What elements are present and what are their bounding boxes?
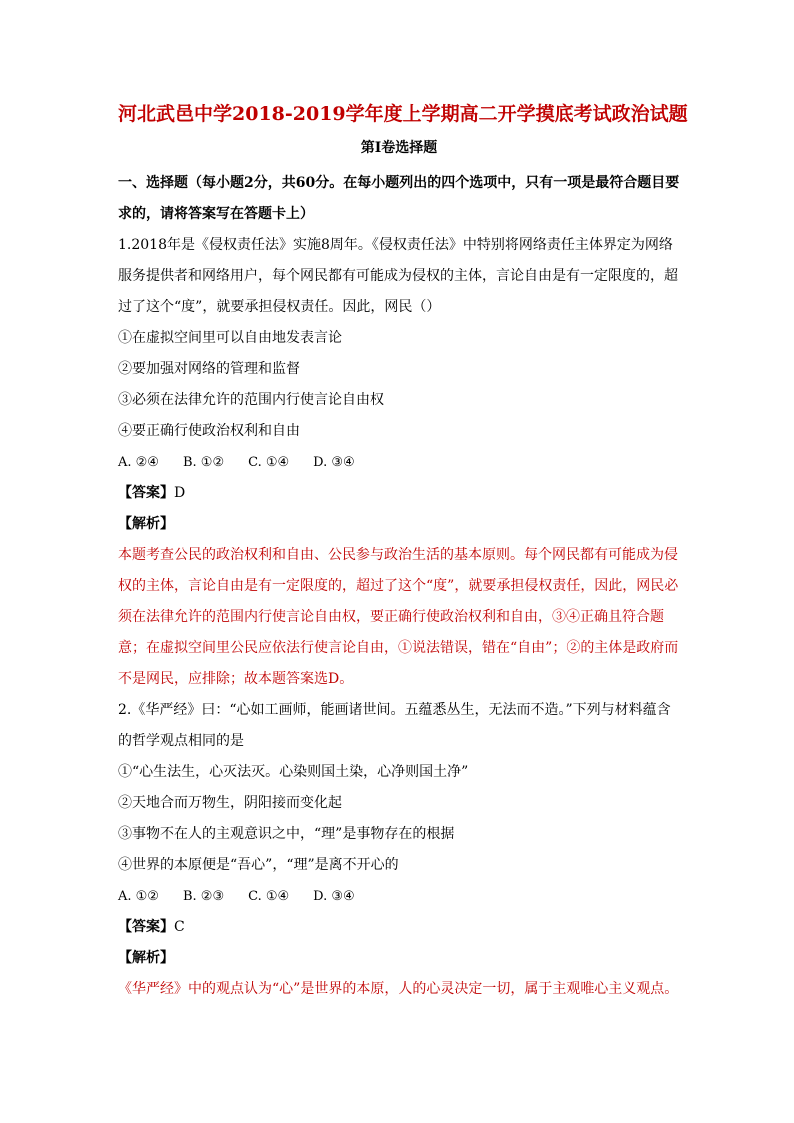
option-c: C. ①④	[248, 455, 290, 470]
option-d: D. ③④	[313, 455, 355, 470]
question-2-analysis-header	[118, 943, 680, 974]
question-2	[118, 695, 680, 1005]
question-1-stem: 1.2018年是《侵权责任法》实施8周年。《侵权责任法》中特别将网络责任主体界定为网络服务提供者和网络用户，每个网民都有可能成为侵权的主体，言论自由是有一定限度的，超过了这个“度”，就要承担侵权责任。因此，网民（）	[118, 237, 678, 315]
answer-label: 【答案】	[118, 485, 174, 501]
option-a: A. ①②	[118, 889, 159, 904]
question-1-options	[118, 447, 680, 478]
section-instructions: 一、选择题（每小题2分，共60分。在每小题列出的四个选项中，只有一项是最符合题目要求的，请将答案写在答题卡上）	[118, 175, 680, 222]
analysis-label: 【解析】	[118, 516, 174, 532]
analysis-label: 【解析】	[118, 950, 174, 966]
option-b: B. ②③	[182, 889, 225, 904]
question-1-answer	[118, 478, 680, 509]
option-a: A. ②④	[118, 455, 159, 470]
option-d: D. ③④	[313, 889, 355, 904]
question-2-stem: 2.《华严经》曰：“心如工画师，能画诸世间。五蕴悉丛生，无法而不造。”下列与材料蕴含的哲学观点相同的是	[118, 702, 671, 749]
answer-label: 【答案】	[118, 919, 174, 935]
question-1-item-4: ④要正确行使政治权利和自由	[118, 423, 300, 439]
question-1	[118, 230, 680, 695]
answer-value: C	[174, 919, 185, 935]
question-1-analysis: 本题考查公民的政治权利和自由、公民参与政治生活的基本原则。每个网民都有可能成为侵权的主体，言论自由是有一定限度的，超过了这个“度”，就要承担侵权责任，因此，网民必须在法律允许的范围内行使言论自由权，要正确行使政治权利和自由，③④正确且符合题意；在虚拟空间里公民应依法行使言论自由，①说法错误，错在“自由”；②的主体是政府而不是网民，应排除；故本题答案选D。	[118, 547, 679, 687]
question-2-answer	[118, 912, 680, 943]
option-b: B. ①②	[182, 455, 225, 470]
question-1-item-2: ②要加强对网络的管理和监督	[118, 361, 300, 377]
question-2-item-2: ②天地合而万物生，阴阳接而变化起	[118, 795, 342, 811]
question-2-analysis: 《华严经》中的观点认为“心”是世界的本原，人的心灵决定一切，属于主观唯心主义观点。	[118, 981, 679, 997]
question-1-item-3: ③必须在法律允许的范围内行使言论自由权	[118, 392, 384, 408]
question-2-item-3: ③事物不在人的主观意识之中，“理”是事物存在的根据	[118, 826, 455, 842]
question-1-analysis-header	[118, 509, 680, 540]
question-1-item-1: ①在虚拟空间里可以自由地发表言论	[118, 330, 342, 346]
question-2-options	[118, 881, 680, 912]
question-2-item-4: ④世界的本原便是“吾心”，“理”是离不开心的	[118, 857, 399, 873]
question-2-item-1: ①“心生法生，心灭法灭。心染则国土染，心净则国土净”	[118, 764, 469, 780]
document-page	[118, 100, 688, 1005]
document-title: 河北武邑中学2018-2019学年度上学期高二开学摸底考试政治试题	[118, 103, 688, 125]
answer-value: D	[174, 485, 186, 501]
option-c: C. ①④	[248, 889, 290, 904]
section-subtitle: 第Ⅰ卷选择题	[360, 140, 438, 156]
